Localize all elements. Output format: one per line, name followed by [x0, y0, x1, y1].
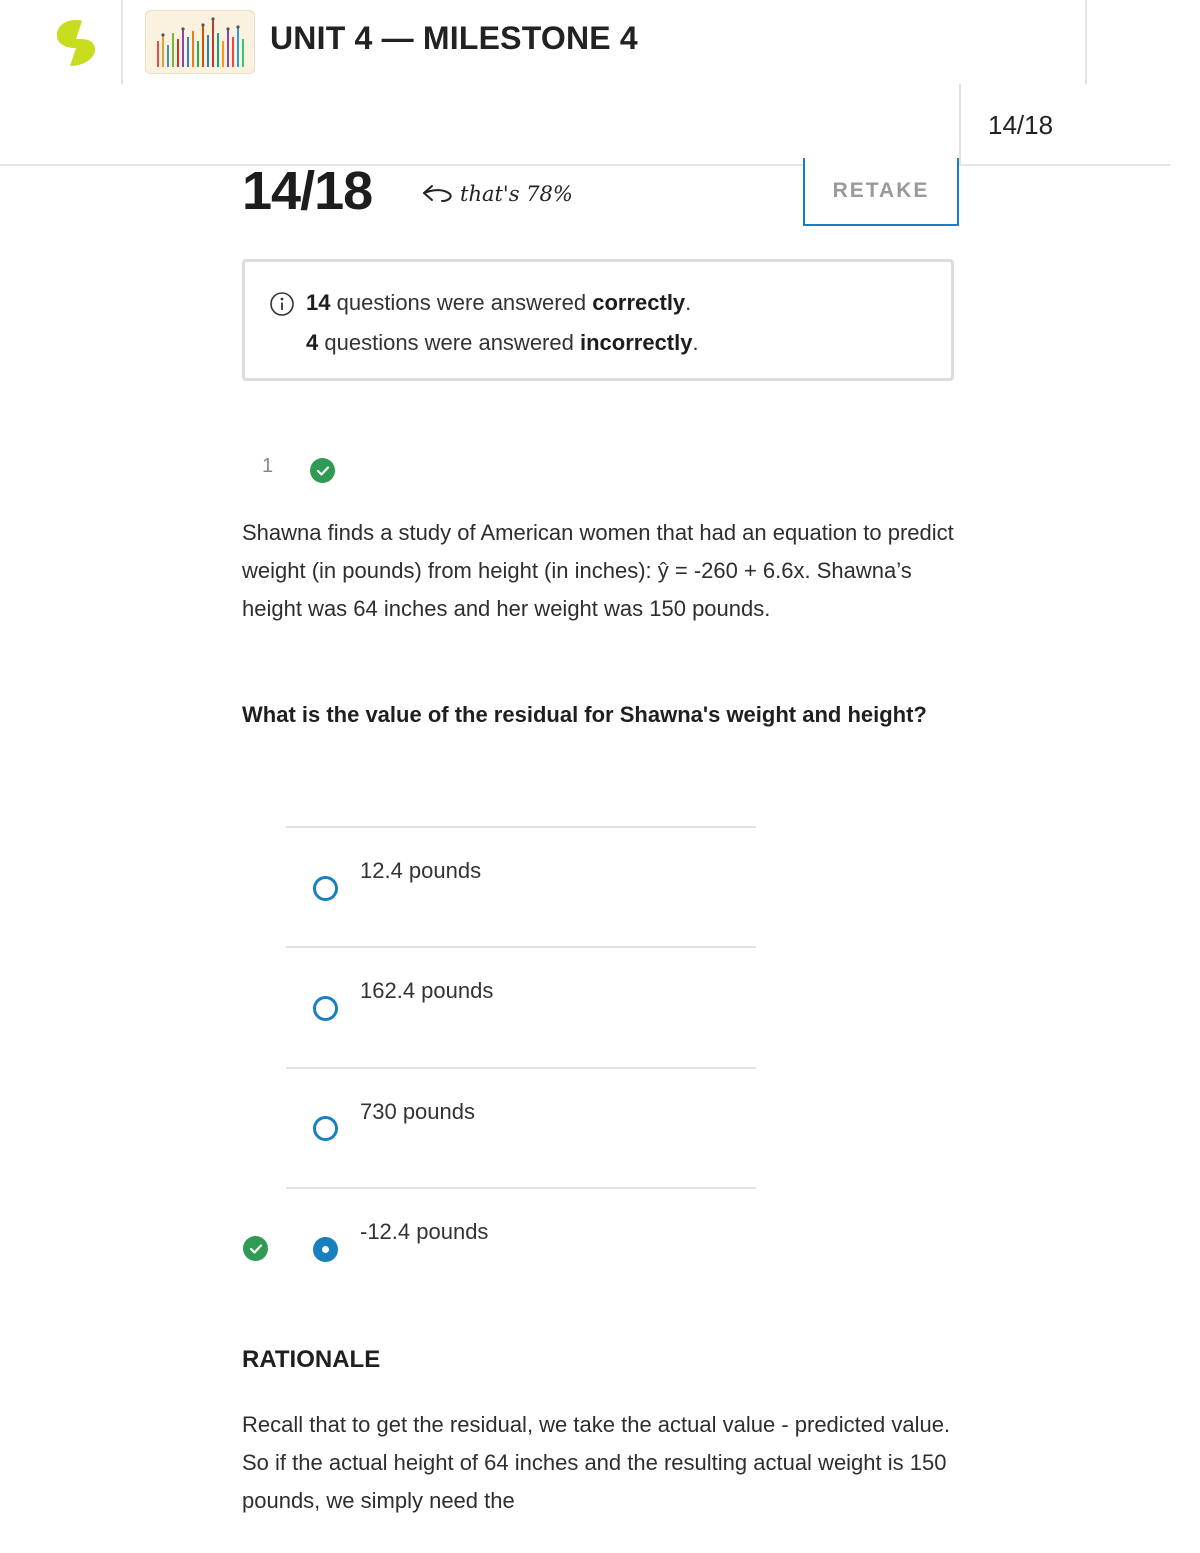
page-title: UNIT 4 — MILESTONE 4 — [270, 20, 638, 56]
result-score: 14/18 — [242, 161, 373, 221]
option-divider — [286, 826, 756, 828]
option-1-label[interactable]: 12.4 pounds — [360, 858, 482, 883]
header-divider — [121, 0, 123, 84]
option-4-label[interactable]: -12.4 pounds — [360, 1219, 489, 1244]
option-divider — [286, 1187, 756, 1189]
correct-count: 14 — [306, 290, 331, 315]
percent-note — [422, 182, 573, 206]
summary-incorrect-line — [306, 330, 699, 356]
question-correct-icon — [310, 458, 335, 483]
course-thumbnail — [145, 10, 255, 74]
option-2-radio[interactable] — [313, 996, 338, 1021]
question-prompt: What is the value of the residual for Shawna's weight and height? — [242, 702, 927, 727]
sophia-logo-icon[interactable] — [52, 18, 100, 70]
incorrect-word: incorrectly — [579, 330, 693, 355]
curved-arrow-icon — [422, 182, 454, 206]
bar-pattern-icon — [146, 11, 254, 73]
question-stem: Shawna finds a study of American women that had an equation to predict weight (in pounds) from height (in inches): ŷ = -260 + 6.6x. Shawna’s height was 64 inches and her weight was 150 pounds. — [242, 520, 954, 621]
correct-word: correctly — [592, 290, 686, 315]
header-divider-right — [1085, 0, 1087, 84]
incorrect-text: questions were answered — [324, 330, 574, 355]
top-bar — [0, 0, 1200, 84]
correct-period: . — [685, 290, 692, 315]
header-score: 14/18 — [988, 110, 1054, 140]
option-3-label[interactable]: 730 pounds — [360, 1099, 475, 1124]
option-2-label[interactable]: 162.4 pounds — [360, 978, 494, 1003]
option-4-correct-icon — [243, 1236, 268, 1261]
option-divider — [286, 946, 756, 948]
option-divider — [286, 1067, 756, 1069]
option-4-radio[interactable] — [313, 1237, 338, 1262]
rationale-heading: RATIONALE — [242, 1346, 381, 1373]
summary-box — [242, 259, 954, 381]
retake-button[interactable]: RETAKE — [803, 158, 959, 226]
rationale-text: Recall that to get the residual, we take the actual value - predicted value. So if the actual height of 64 inches and the resulting actual weight is 150 pounds, we simply need the — [242, 1412, 951, 1513]
incorrect-count: 4 — [306, 330, 319, 355]
incorrect-period: . — [692, 330, 699, 355]
score-strip-bottom-border — [0, 164, 1170, 166]
option-1-radio[interactable] — [313, 876, 338, 901]
option-3-radio[interactable] — [313, 1116, 338, 1141]
question-number: 1 — [262, 455, 274, 477]
info-icon — [269, 291, 295, 322]
summary-correct-line — [306, 290, 691, 316]
correct-text: questions were answered — [336, 290, 587, 315]
percent-note-text: that's 78% — [460, 182, 573, 206]
score-strip-divider — [959, 84, 961, 166]
